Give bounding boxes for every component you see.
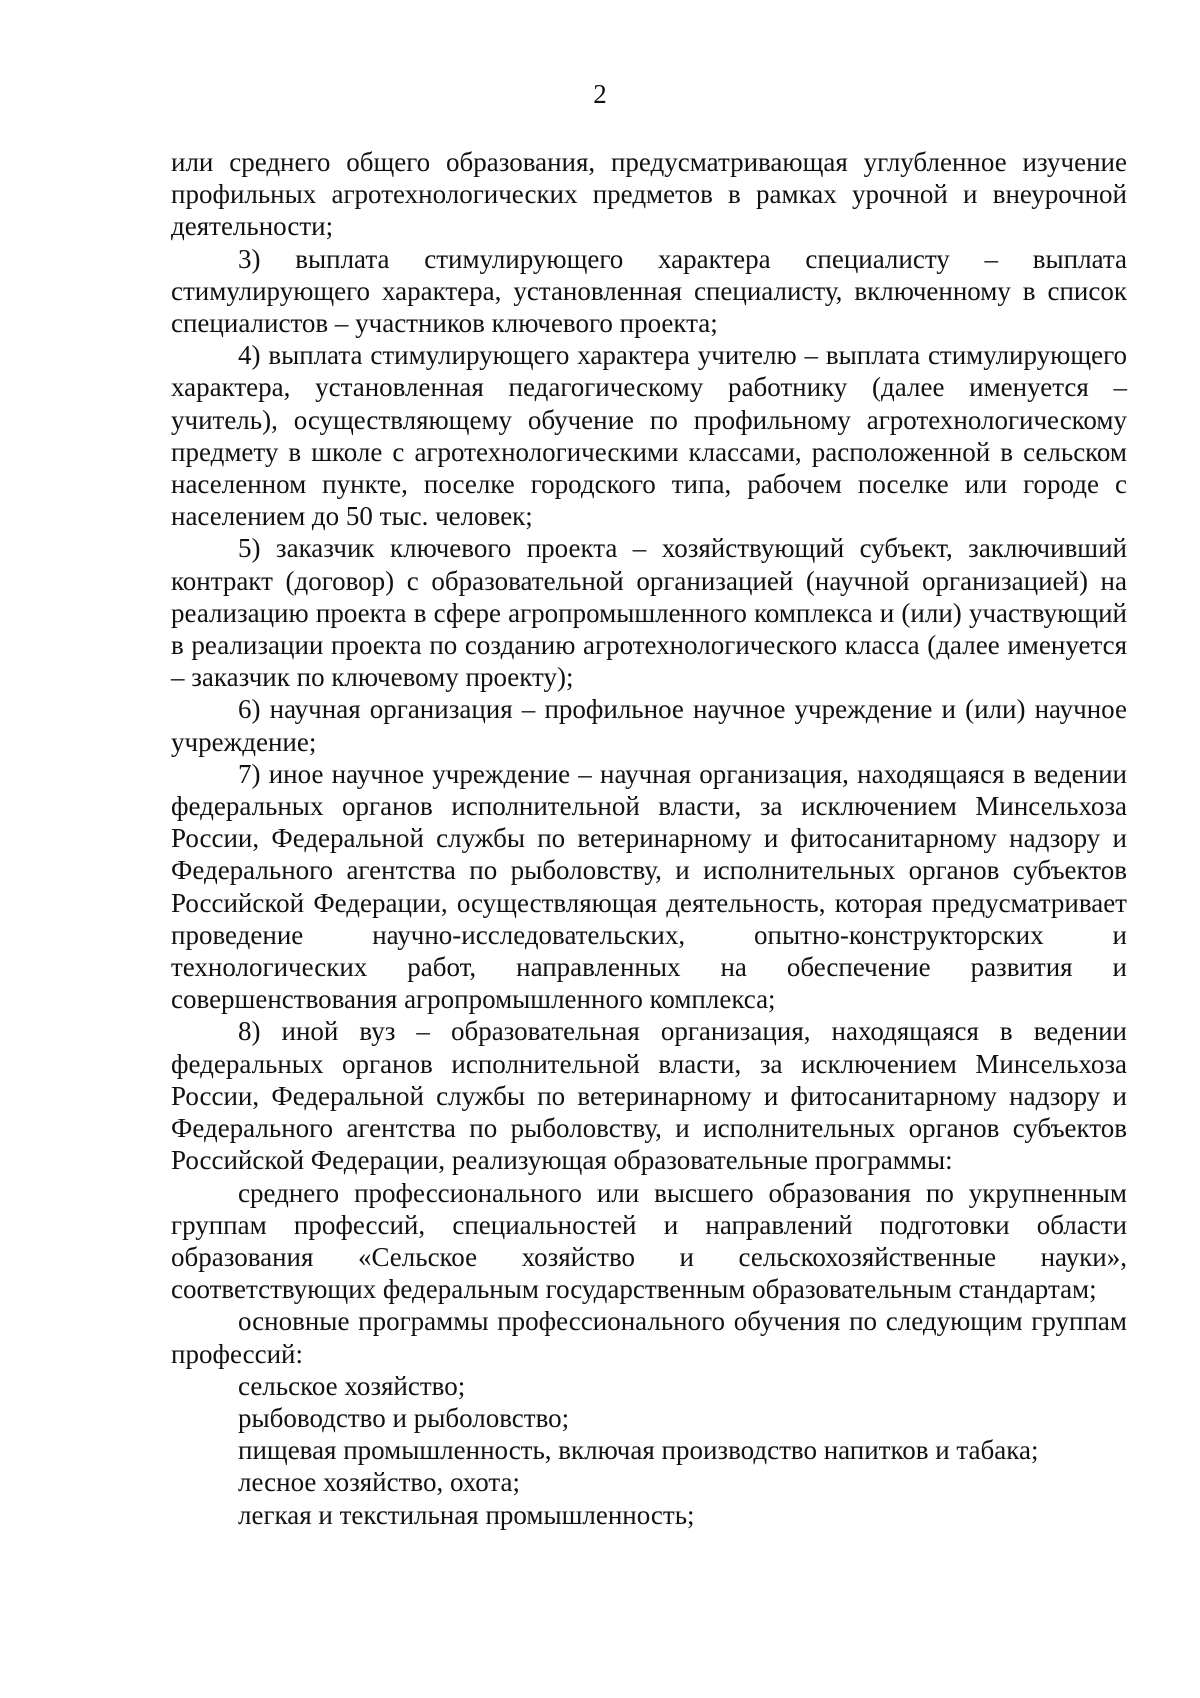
list-item: пищевая промышленность, включая производство напитков и табака; <box>238 1435 1039 1466</box>
paragraph-item-8: 8) иной вуз – образовательная организация, находящаяся в ведении федеральных органов исполнительной власти, за исключением Минсельхоза России, Федеральной службы по ветеринарному и фитосанитарному надзору и Федерального агентства по рыболовству, и исполнительных органов субъектов Российской Федерации, реализующая образовательные программы: <box>171 1016 1127 1176</box>
page-number: 2 <box>593 79 607 109</box>
paragraph-item-3: 3) выплата стимулирующего характера специалисту – выплата стимулирующего характера, установленная специалисту, включенному в список специалистов – участников ключевого проекта; <box>171 243 1127 339</box>
list-item: лесное хозяйство, охота; <box>238 1467 521 1498</box>
list-item: рыбоводство и рыболовство; <box>238 1402 570 1433</box>
paragraph-item-5: 5) заказчик ключевого проекта – хозяйствующий субъект, заключивший контракт (договор) с образовательной организацией (научной организацией) на реализацию проекта в сфере агропромышленного комплекса и (или) участвующий в реализации проекта по созданию агротехнологического класса (далее именуется – заказчик по ключевому проекту); <box>171 533 1127 693</box>
paragraph-item-4: 4) выплата стимулирующего характера учителю – выплата стимулирующего характера, установленная педагогическому работнику (далее именуется – учитель), осуществляющему обучение по профильному агротехнологическому предмету в школе с агротехнологическими классами, расположенной в сельском населенном пункте, поселке городского типа, рабочем поселке или городе с населением до 50 тыс. человек; <box>171 340 1127 532</box>
list-item: сельское хозяйство; <box>238 1370 466 1401</box>
list-item: легкая и текстильная промышленность; <box>238 1499 695 1530</box>
document-body <box>171 146 1127 1531</box>
paragraph-item-6: 6) научная организация – профильное научное учреждение и (или) научное учреждение; <box>171 694 1127 757</box>
paragraph-subitem-training: основные программы профессионального обучения по следующим группам профессий: <box>171 1306 1127 1369</box>
paragraph-item-7: 7) иное научное учреждение – научная организация, находящаяся в ведении федеральных органов исполнительной власти, за исключением Минсельхоза России, Федеральной службы по ветеринарному и фитосанитарному надзору и Федерального агентства по рыболовству, и исполнительных органов субъектов Российской Федерации, осуществляющая деятельность, которая предусматривает проведение научно-исследовательских, опытно-конструкторских и технологических работ, направленных на обеспечение развития и совершенствования агропромышленного комплекса; <box>171 758 1127 1015</box>
paragraph-subitem-programs: среднего профессионального или высшего образования по укрупненным группам профессий, специальностей и направлений подготовки области образования «Сельское хозяйство и сельскохозяйственные науки», соответствующих федеральным государственным образовательным стандартам; <box>171 1177 1127 1305</box>
paragraph-continuation: или среднего общего образования, предусматривающая углубленное изучение профильных агротехнологических предметов в рамках урочной и внеурочной деятельности; <box>171 147 1127 242</box>
